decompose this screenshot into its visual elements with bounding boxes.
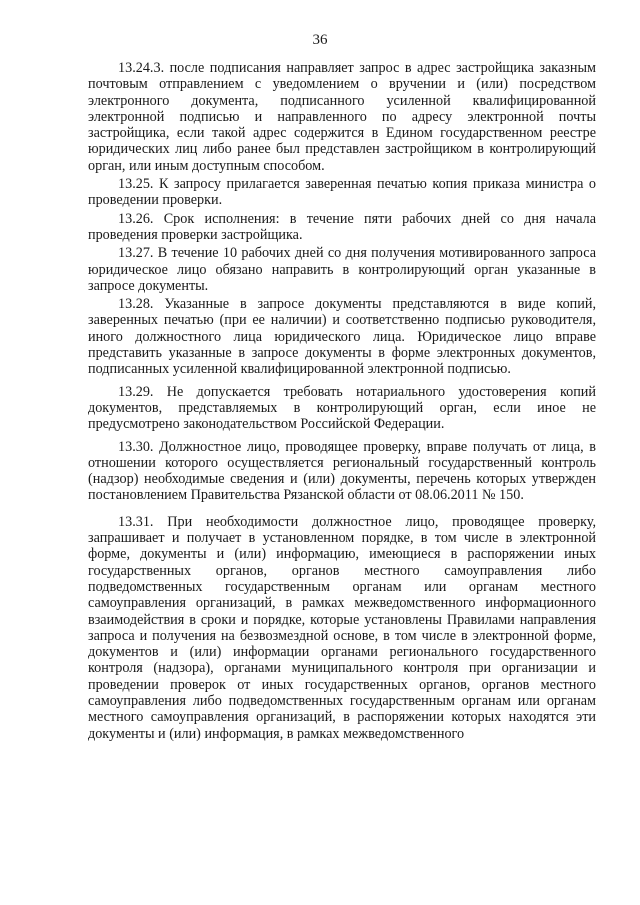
paragraph-13-31: 13.31. При необходимости должностное лицо, проводящее проверку, запрашивает и получает в установленном порядке, в том числе в электронной форме, документы и (или) информацию, имеющиеся в распоряжении иных государственных органов, органов местного самоуправления либо подведомственных государственным органам или органам местного самоуправления организаций, в рамках межведомственного информационного взаимодействия в сроки и порядке, которые установлены Правилами направления запроса и получения на безвозмездной основе, в том числе в электронной форме, документов и (или) информации органами регионального государственного контроля (надзора), органами муниципального контроля при организации и проведении проверок от иных государственных органов, органов местного самоуправления либо подведомственных государственным органам или органам местного самоуправления организаций, в распоряжении которых находятся эти документы и (или) информация, в рамках межведомственного (88, 513, 596, 742)
paragraph-13-27: 13.27. В течение 10 рабочих дней со дня получения мотивированного запроса юридическое лицо обязано направить в контролирующий орган указанные в запросе документы. (88, 245, 596, 294)
page-number: 36 (312, 32, 328, 48)
paragraph-13-24-3: 13.24.3. после подписания направляет запрос в адрес застройщика заказным почтовым отправлением с уведомлением о вручении и (или) посредством электронного документа, подписанного усиленной квалифицированной электронной подписью и направленного по адресу электронной почты застройщика, если такой адрес содержится в Едином государственном реестре юридических лиц либо ранее был представлен застройщиком в контролирующий орган, или иным доступным способом. (88, 60, 596, 174)
paragraph-13-28: 13.28. Указанные в запросе документы представляются в виде копий, заверенных печатью (при ее наличии) и соответственно подписью руководителя, иного должностного лица юридического лица. Юридическое лицо вправе представить указанные в запросе документы в форме электронных документов, подписанных усиленной квалифицированной электронной подписью. (88, 296, 596, 378)
paragraph-13-29: 13.29. Не допускается требовать нотариального удостоверения копий документов, представляемых в контролирующий орган, если иное не предусмотрено законодательством Российской Федерации. (88, 383, 596, 433)
paragraph-13-26: 13.26. Срок исполнения: в течение пяти рабочих дней со дня начала проведения проверки застройщика. (88, 210, 596, 243)
document-body (88, 60, 596, 742)
paragraph-13-25: 13.25. К запросу прилагается заверенная печатью копия приказа министра о проведении проверки. (88, 176, 596, 209)
paragraph-13-30: 13.30. Должностное лицо, проводящее проверку, вправе получать от лица, в отношении которого осуществляется региональный государственный контроль (надзор) необходимые сведения и (или) документы, перечень которых утвержден постановлением Правительства Рязанской области от 08.06.2011 № 150. (88, 438, 596, 504)
